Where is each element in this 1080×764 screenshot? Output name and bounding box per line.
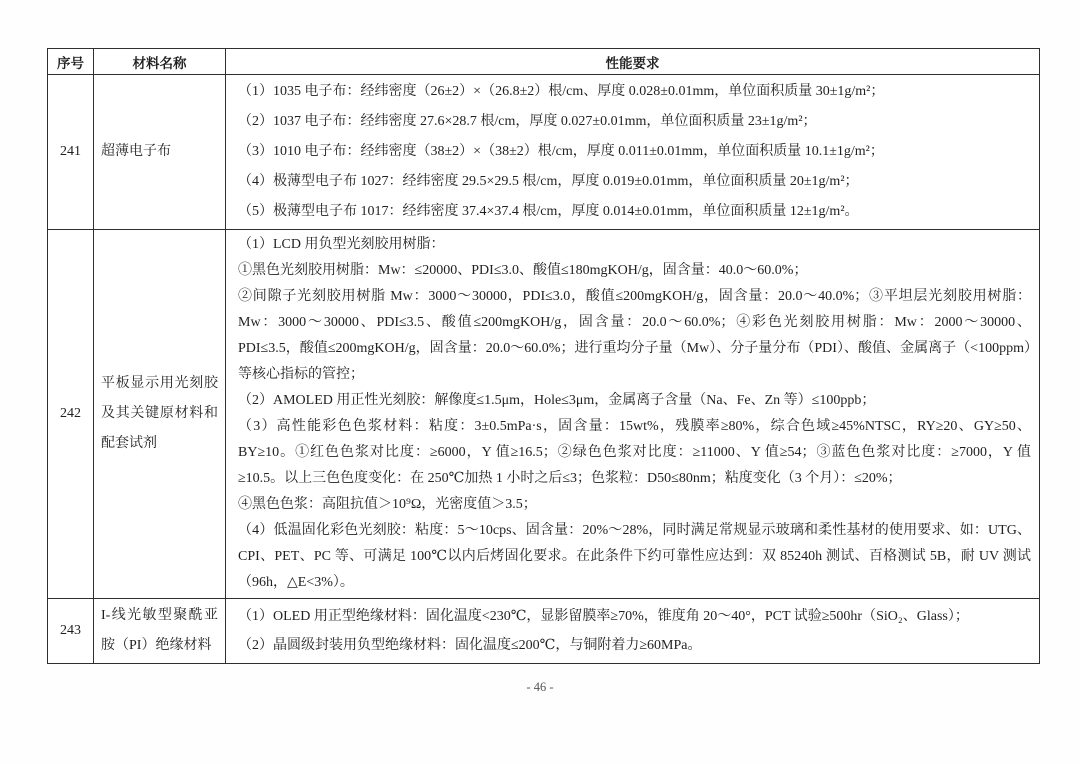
material-name: I-线光敏型聚酰亚胺（PI）绝缘材料 <box>94 599 226 664</box>
requirement-paragraph: （4）极薄型电子布 1027：经纬密度 29.5×29.5 根/cm，厚度 0.019±0.01mm，单位面积质量 20±1g/m²； <box>238 174 859 189</box>
requirement-paragraph: （2）AMOLED 用正性光刻胶：解像度≤1.5μm，Hole≤3μm，金属离子含量（Na、Fe、Zn 等）≤100ppb； <box>238 393 876 408</box>
requirement-paragraph: （2）1037 电子布：经纬密度 27.6×28.7 根/cm，厚度 0.027±0.01mm，单位面积质量 23±1g/m²； <box>238 114 817 129</box>
requirement-paragraph: ④黑色色浆：高阻抗值＞10⁹Ω，光密度值＞3.5； <box>238 497 537 512</box>
requirement-paragraph: （5）极薄型电子布 1017：经纬密度 37.4×37.4 根/cm，厚度 0.014±0.01mm，单位面积质量 12±1g/m²。 <box>238 204 859 219</box>
col-header-material: 材料名称 <box>94 49 226 75</box>
requirement-paragraph: （3）高性能彩色色浆材料：粘度：3±0.5mPa·s，固含量：15wt%，残膜率≥80%，综合色域≥45%NTSC，RY≥20、GY≥50、BY≥10。①红色色浆对比度：≥6000，Y 值≥16.5；②绿色色浆对比度：≥11000、Y 值≥54；③蓝色色浆对比度：≥7000，Y 值≥10.5。以上三色色度变化：在 250℃加热 1 小时之后≤3；色浆粒：D50≤80nm；粘度变化（3 个月）：≤20%； <box>238 419 1031 486</box>
requirement-paragraph: （2）晶圆级封装用负型绝缘材料：固化温度≤200℃，与铜附着力≥60MPa。 <box>238 638 702 653</box>
col-header-requirements: 性能要求 <box>226 49 1040 75</box>
requirements-cell <box>226 75 1040 230</box>
requirements-cell <box>226 230 1040 599</box>
requirement-paragraph: （3）1010 电子布：经纬密度（38±2）×（38±2）根/cm，厚度 0.011±0.01mm，单位面积质量 10.1±1g/m²； <box>238 144 884 159</box>
requirement-paragraph: （1）1035 电子布：经纬密度（26±2）×（26.8±2）根/cm、厚度 0.028±0.01mm，单位面积质量 30±1g/m²； <box>238 84 885 99</box>
row-index: 242 <box>48 230 94 599</box>
table-row <box>48 230 1040 599</box>
requirement-paragraph: （1）OLED 用正型绝缘材料：固化温度<230℃，显影留膜率≥70%，锥度角 20～40°，PCT 试验≥500hr（SiO₂、Glass）； <box>238 609 969 624</box>
requirement-paragraph: ①黑色光刻胶用树脂：Mw：≤20000、PDI≤3.0、酸值≤180mgKOH/g，固含量：40.0～60.0%； <box>238 263 808 278</box>
material-name: 超薄电子布 <box>94 75 226 230</box>
page-number: - 46 - <box>526 680 554 694</box>
table-header-row <box>48 49 1040 75</box>
requirement-paragraph: ②间隙子光刻胶用树脂 Mw：3000～30000，PDI≤3.0，酸值≤200mgKOH/g，固含量：20.0～40.0%；③平坦层光刻胶用树脂：Mw：3000～30000、PDI≤3.5、酸值≤200mgKOH/g，固含量：20.0～60.0%；④彩色光刻胶用树脂：Mw：2000～30000、PDI≤3.5，酸值≤200mgKOH/g，固含量：20.0～60.0%；进行重均分子量（Mw）、分子量分布（PDI）、酸值、金属离子（<100ppm）等核心指标的管控； <box>238 289 1031 382</box>
materials-table <box>47 48 1040 664</box>
table-row <box>48 75 1040 230</box>
requirements-cell <box>226 599 1040 664</box>
row-index: 243 <box>48 599 94 664</box>
table-row <box>48 599 1040 664</box>
material-name: 平板显示用光刻胶及其关键原材料和配套试剂 <box>94 230 226 599</box>
col-header-index: 序号 <box>48 49 94 75</box>
requirement-paragraph: （1）LCD 用负型光刻胶用树脂： <box>238 237 445 252</box>
requirement-paragraph: （4）低温固化彩色光刻胶：粘度：5～10cps、固含量：20%～28%，同时满足常规显示玻璃和柔性基材的使用要求、如：UTG、CPI、PET、PC 等、可满足 100℃以内后烤固化要求。在此条件下约可靠性应达到：双 85240h 测试、百格测试 5B，耐 UV 测试（96h，△E<3%）。 <box>238 523 1031 590</box>
row-index: 241 <box>48 75 94 230</box>
